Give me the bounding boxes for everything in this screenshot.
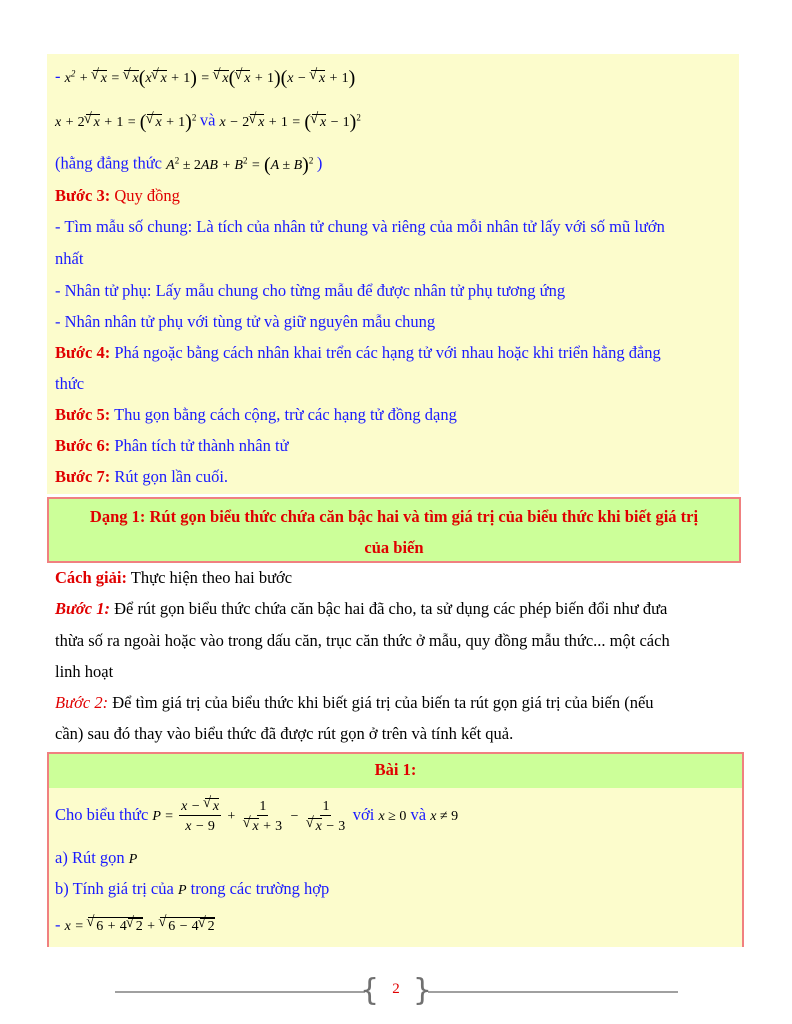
method-b1-text-c: linh hoạt (55, 662, 114, 681)
footer-rule-right (428, 991, 678, 993)
b3-item1-a: - Tìm mẫu số chung: Là tích của nhân tử chung và riêng của mỗi nhân tử lấy với số mũ lướn (55, 217, 665, 236)
identity-prefix: (hằng đẳng thức (55, 153, 162, 173)
method-b2-line (55, 692, 654, 714)
buoc5-label: Bước 5: (55, 405, 111, 424)
cach-giai-text: Thực hiện theo hai bước (130, 568, 293, 587)
b3-item3: - Nhân nhân tử phụ với tùng tử và giữ nguyên mẫu chung (55, 312, 436, 331)
buoc3-label: Bước 3: (55, 186, 111, 205)
buoc4-label: Bước 4: (55, 343, 111, 362)
expression-P: P = $\frac{x - √ x}{x - 9}$ + 1 √ x + 3 − 1 √ x − 3 (152, 809, 352, 824)
buoc5-line (55, 404, 457, 426)
formula-factorization: $x^2$ + √ x = √ x(x√ x + 1) = √ x(√ x + 1)(x − √ x + 1) (65, 71, 356, 86)
buoc6-label: Bước 6: (55, 436, 111, 455)
bai-1-va: và (410, 805, 427, 824)
method-b2-label: Bước 2: (55, 693, 109, 712)
buoc4-text-b: thức (55, 374, 85, 393)
identity-line (55, 149, 322, 177)
dang-1-title-line2: của biến (364, 538, 424, 557)
case-x-value: x = √ 6 + 4√ 2 + √ 6 − 4√ 2 (65, 919, 215, 934)
dang-1-title-line1: Dạng 1: Rút gọn biểu thức chứa căn bậc hai và tìm giá trị của biểu thức khi biết giá trị (89, 507, 699, 526)
conjunction-va: và (199, 110, 216, 130)
dang-1-heading (47, 497, 741, 563)
buoc7-line (55, 466, 228, 488)
condition-x-nonneg: x ≥ 0 (378, 809, 407, 824)
bai-1-title: Bài 1: (49, 754, 742, 788)
buoc6-line (55, 435, 289, 457)
bai-1-voi: với (352, 805, 375, 824)
buoc6-text: Phân tích tử thành nhân tử (114, 436, 289, 455)
buoc4-line (55, 342, 661, 364)
buoc7-text: Rút gọn lần cuối. (114, 467, 229, 486)
method-b1-text-b: thừa số ra ngoài hoặc vào trong dấu căn, trục căn thức ở mẫu, quy đồng mẫu thức... một cách (55, 631, 670, 650)
cach-giai-label: Cách giải: (55, 568, 127, 587)
footer-rule-left (115, 991, 365, 993)
cach-giai-line (55, 567, 292, 589)
method-b2-text-b: cần) sau đó thay vào biểu thức đã được rút gọn ở trên và tính kết quả. (55, 724, 514, 743)
buoc7-label: Bước 7: (55, 467, 111, 486)
dash: - (55, 66, 61, 86)
buoc4-text: Phá ngoặc bằng cách nhân khai trển các hạng tử với nhau hoặc khi triển hằng đẳng (114, 343, 661, 362)
buoc3-line (55, 185, 180, 207)
brace-right-icon: } (412, 973, 432, 1008)
bai-1-part-b (55, 878, 329, 902)
page-number: 2 (392, 981, 400, 997)
formula-line-1 (55, 62, 355, 90)
bai-1-case-1 (55, 914, 215, 938)
dash: - (55, 915, 61, 934)
formula-square-minus: x − 2√ x + 1 = (√ x − 1)$^2$ (220, 115, 361, 130)
buoc3-text: Quy đồng (114, 186, 180, 205)
part-a-text: a) Rút gọn (55, 848, 125, 867)
method-b1-line (55, 598, 667, 620)
var-P: P (177, 883, 187, 898)
bai-1-expression-line (55, 795, 458, 837)
method-b1-text-a: Để rút gọn biểu thức chứa căn bậc hai đã cho, ta sử dụng các phép biến đổi như đưa (114, 599, 668, 618)
part-b-text-a: b) Tính giá trị của (55, 879, 174, 898)
page-number-block (360, 973, 432, 1008)
bai-1-part-a (55, 847, 137, 871)
formula-line-2 (55, 106, 361, 134)
formula-square-plus: x + 2√ x + 1 = (√ x + 1)$^2$ (55, 115, 200, 130)
formula-identity: $A^2 \pm 2AB + B^2 = (A \pm B)^2$ (166, 153, 314, 176)
var-P: P (128, 852, 138, 867)
part-b-text-b: trong các trường hợp (190, 879, 330, 898)
condition-x-not-9: x ≠ 9 (430, 809, 459, 824)
identity-suffix: ) (316, 153, 323, 173)
method-b1-label: Bước 1: (55, 599, 110, 618)
buoc5-text: Thu gọn bằng cách cộng, trừ các hạng tử đồng dạng (114, 405, 457, 424)
brace-left-icon: { (360, 973, 380, 1008)
b3-item2: - Nhân tử phụ: Lấy mẫu chung cho từng mẫu để được nhân tử phụ tương ứng (55, 281, 566, 300)
method-b2-text-a: Để tìm giá trị của biểu thức khi biết giá trị của biến ta rút gọn giá trị của biến (nếu (112, 693, 654, 712)
b3-item1-b: nhất (55, 249, 84, 268)
bai-1-intro: Cho biểu thức (55, 805, 149, 824)
